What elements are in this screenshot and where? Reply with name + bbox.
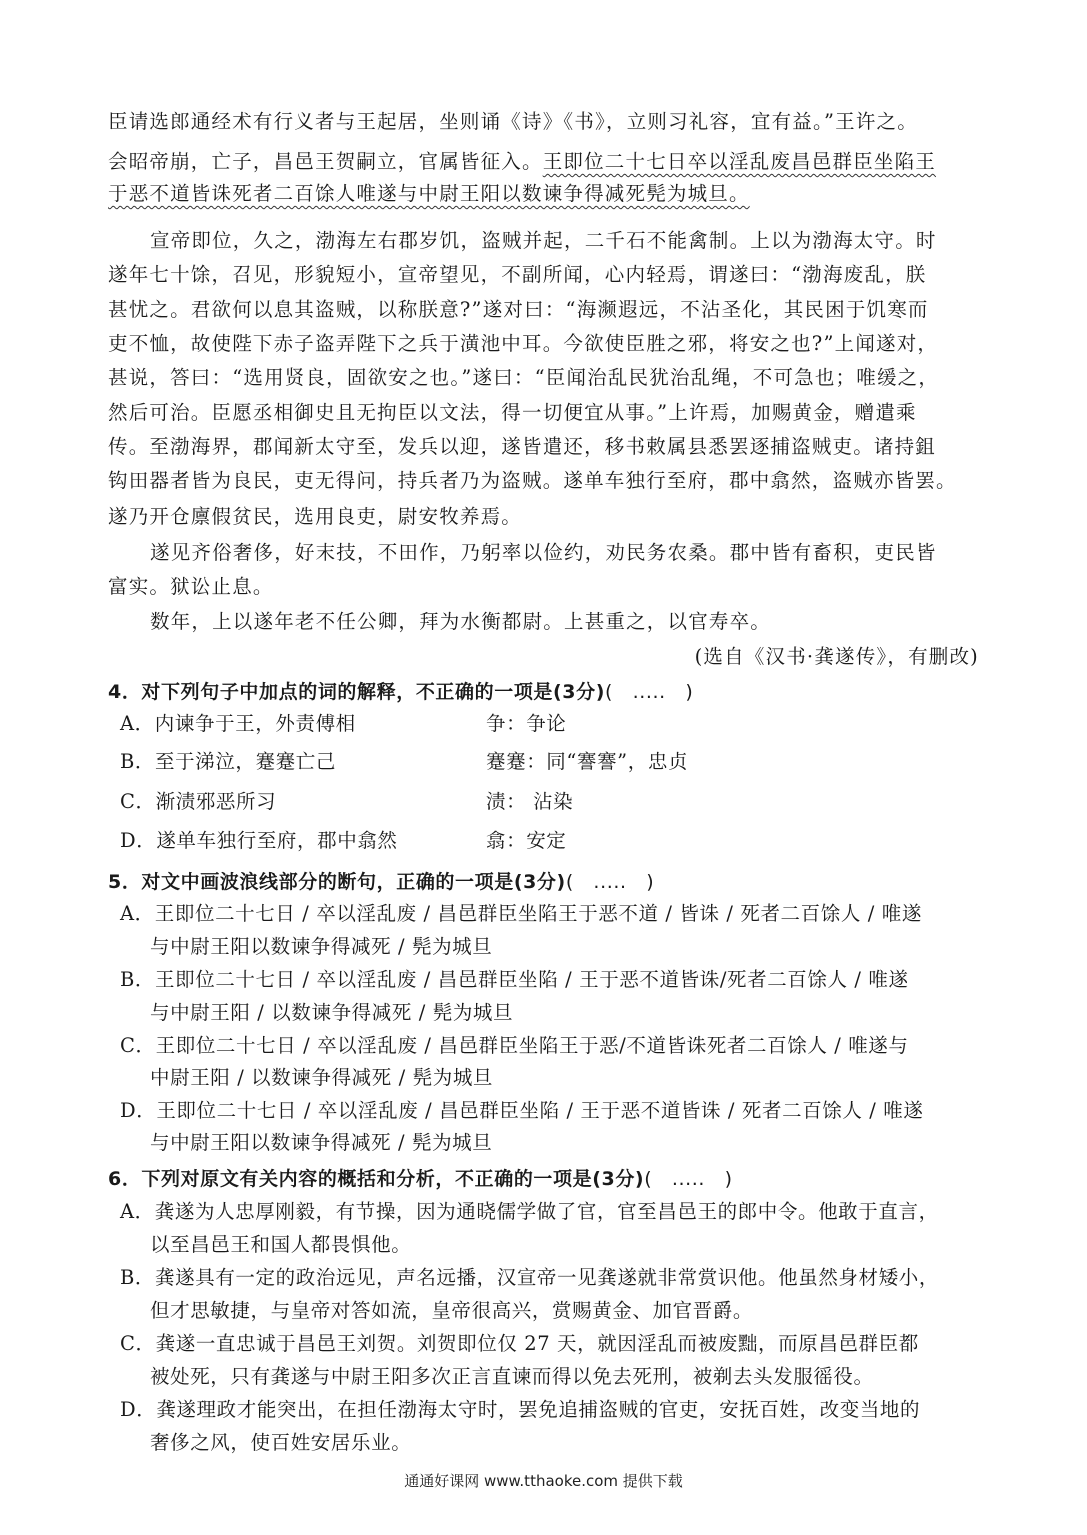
passage-line: 数年，上以遂年老不任公卿，拜为水衡都尉。上甚重之，以官寿卒。	[150, 610, 772, 633]
answer-blank: ( ..... )	[644, 1168, 733, 1190]
q4-option-a: A．内谏争于王，外责傅相	[120, 712, 356, 735]
q5-option-c-cont: 中尉王阳 / 以数谏争得减死 / 髡为城旦	[150, 1066, 494, 1089]
passage-line: 宣帝即位，久之，渤海左右郡岁饥，盗贼并起，二千石不能禽制。上以为渤海太守。时	[150, 229, 937, 252]
wavy-underlined-text: 王即位二十七日卒以淫乱废昌邑群臣坐陷王	[542, 150, 937, 173]
q6-option-a-cont: 以至昌邑王和国人都畏惧他。	[150, 1233, 412, 1256]
q4-option-b-gloss: 蹇蹇：同“謇謇”，忠贞	[486, 750, 689, 773]
passage-text: 会昭帝崩，亡子，昌邑王贺嗣立，官属皆征入。	[108, 150, 543, 173]
question-text: 6．下列对原文有关内容的概括和分析，不正确的一项是(3分)	[108, 1168, 645, 1190]
passage-line: 遂乃开仓廪假贫民，选用良吏，尉安牧养焉。	[108, 505, 523, 528]
question-5-stem	[108, 870, 983, 894]
passage-line: 钩田器者皆为良民，吏无得问，持兵者乃为盗贼。遂单车独行至府，郡中翕然，盗贼亦皆罢。	[108, 469, 957, 492]
passage-line: 传。至渤海界，郡闻新太守至，发兵以迎，遂皆遣还，移书敕属县悉罢逐捕盗贼吏。诸持鉏	[108, 435, 937, 458]
passage-line: 甚说，答曰：“选用贤良，固欲安之也。”遂曰：“臣闻治乱民犹治乱绳，不可急也；唯缓之，	[108, 366, 940, 389]
q6-option-b-cont: 但才思敏捷，与皇帝对答如流，皇帝很高兴，赏赐黄金、加官晋爵。	[150, 1299, 754, 1322]
question-6-stem	[108, 1167, 983, 1191]
q4-option-d-gloss: 翕：安定	[486, 829, 567, 852]
question-text: 4．对下列句子中加点的词的解释，不正确的一项是(3分)	[108, 681, 606, 703]
passage-source: (选自《汉书·龚遂传》，有删改)	[694, 645, 979, 668]
passage-line	[108, 182, 983, 206]
q6-option-d-cont: 奢侈之风，使百姓安居乐业。	[150, 1431, 412, 1454]
q6-option-d: D．龚遂理政才能突出，在担任渤海太守时，罢免追捕盗贼的官吏，安抚百姓，改变当地的	[120, 1398, 921, 1421]
q5-option-d: D．王即位二十七日 / 卒以淫乱废 / 昌邑群臣坐陷 / 王于恶不道皆诛 / 死者二百馀人 / 唯遂	[120, 1099, 924, 1122]
q5-option-a: A．王即位二十七日 / 卒以淫乱废 / 昌邑群臣坐陷王于恶不道 / 皆诛 / 死者二百馀人 / 唯遂	[120, 902, 922, 925]
q6-option-c: C．龚遂一直忠诚于昌邑王刘贺。刘贺即位仅 27 天，就因淫乱而被废黜，而原昌邑群臣都	[120, 1332, 919, 1355]
passage-line: 吏不恤，故使陛下赤子盗弄陛下之兵于潢池中耳。今欲使臣胜之邪，将安之也?”上闻遂对，	[108, 332, 939, 355]
q4-option-a-gloss: 争：争论	[486, 712, 567, 735]
q5-option-a-cont: 与中尉王阳以数谏争得减死 / 髡为城旦	[150, 935, 493, 958]
q6-option-b: B．龚遂具有一定的政治远见，声名远播，汉宣帝一见龚遂就非常赏识他。他虽然身材矮小，	[120, 1266, 939, 1289]
passage-line: 遂见齐俗奢侈，好末技，不田作，乃躬率以俭约，劝民务农桑。郡中皆有畜积，吏民皆	[150, 541, 937, 564]
answer-blank: ( ..... )	[565, 871, 655, 893]
q5-option-b: B．王即位二十七日 / 卒以淫乱废 / 昌邑群臣坐陷 / 王于恶不道皆诛/死者二百馀人 / 唯遂	[120, 968, 909, 991]
q5-option-c: C．王即位二十七日 / 卒以淫乱废 / 昌邑群臣坐陷王于恶/不道皆诛死者二百馀人 / 唯遂与	[120, 1034, 909, 1057]
passage-line	[108, 150, 983, 174]
question-4-stem	[108, 680, 983, 704]
passage-line: 然后可治。臣愿丞相御史且无拘臣以文法，得一切便宜从事。”上许焉，加赐黄金，赠遣乘	[108, 401, 917, 424]
q5-option-d-cont: 与中尉王阳以数谏争得减死 / 髡为城旦	[150, 1131, 493, 1154]
question-text: 5．对文中画波浪线部分的断句，正确的一项是(3分)	[108, 871, 566, 893]
q4-option-c-gloss: 渍： 沾染	[486, 790, 574, 813]
q4-option-c: C．渐渍邪恶所习	[120, 790, 277, 813]
q6-option-c-cont: 被处死，只有龚遂与中尉王阳多次正言直谏而得以免去死刑，被剃去头发服徭役。	[150, 1365, 874, 1388]
q4-option-d: D．遂单车独行至府，郡中翕然	[120, 829, 398, 852]
passage-line: 富实。狱讼止息。	[108, 575, 274, 598]
q6-option-a: A．龚遂为人忠厚刚毅，有节操，因为通晓儒学做了官，官至昌邑王的郎中令。他敢于直言，	[120, 1200, 939, 1223]
answer-blank: ( ..... )	[605, 681, 694, 703]
q5-option-b-cont: 与中尉王阳 / 以数谏争得减死 / 髡为城旦	[150, 1001, 514, 1024]
passage-line: 甚忧之。君欲何以息其盗贼，以称朕意?”遂对曰：“海濒遐远，不沾圣化，其民困于饥寒而	[108, 298, 929, 321]
page-footer: 通通好课网 www.tthaoke.com 提供下载	[404, 1472, 683, 1490]
wavy-underlined-text: 于恶不道皆诛死者二百馀人唯遂与中尉王阳以数谏争得减死髡为城旦。	[108, 182, 750, 205]
q4-option-b: B．至于涕泣，蹇蹇亡己	[120, 750, 336, 773]
passage-line: 遂年七十馀，召见，形貌短小，宣帝望见，不副所闻，心内轻焉，谓遂曰：“渤海废乱，朕	[108, 263, 927, 286]
passage-line: 臣请选郎通经术有行义者与王起居，坐则诵《诗》《书》，立则习礼容，宜有益。”王许之。	[108, 110, 918, 133]
